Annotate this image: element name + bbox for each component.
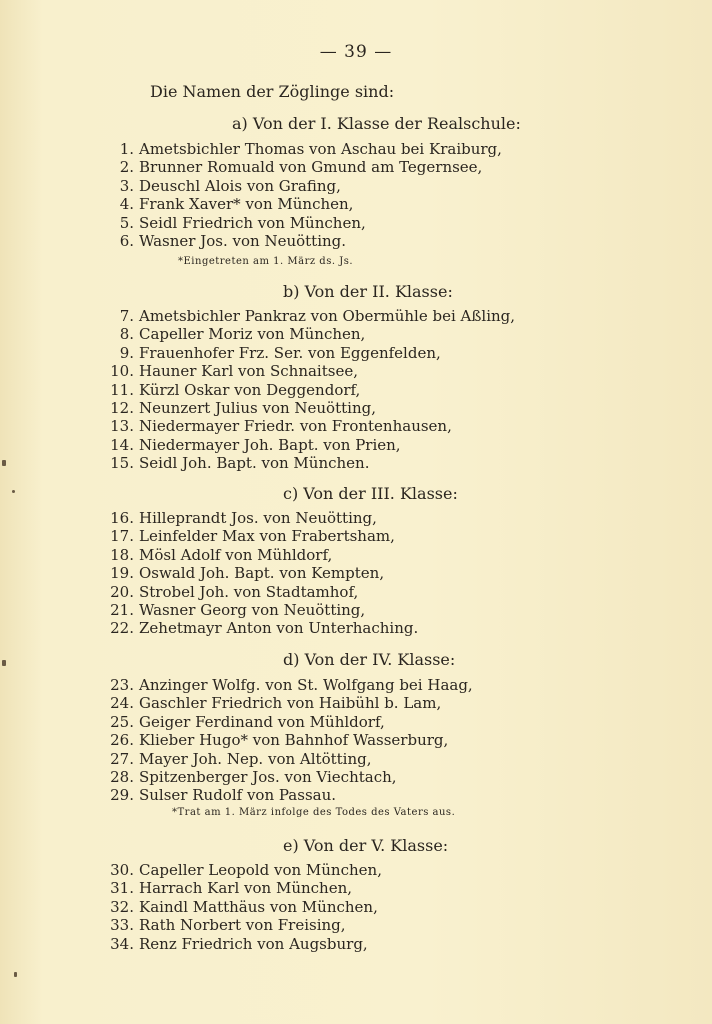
- entry-text: Niedermayer Friedr. von Frontenhausen,: [139, 417, 452, 436]
- entry-number: 5.: [119, 213, 134, 232]
- list-item: [102, 158, 502, 176]
- entry-number: 6.: [119, 231, 134, 250]
- list-item: [102, 232, 502, 250]
- entry-number: 16.: [110, 509, 134, 527]
- list-item: [102, 583, 418, 601]
- list-item: [102, 177, 502, 195]
- entry-text: Capeller Moriz von München,: [139, 325, 366, 344]
- entry-number: 14.: [110, 435, 134, 454]
- entry-number: 27.: [110, 749, 134, 768]
- entry-text: Renz Friedrich von Augsburg,: [139, 934, 368, 953]
- entry-number: 9.: [119, 343, 134, 362]
- entry-number: 3.: [119, 176, 134, 195]
- entry-number: 19.: [110, 564, 134, 583]
- entry-text: Oswald Joh. Bapt. von Kempten,: [139, 564, 385, 583]
- list-item: [102, 916, 382, 934]
- entry-text: Deuschl Alois von Grafing,: [139, 176, 341, 195]
- entry-text: Hilleprandt Jos. von Neuötting,: [139, 509, 377, 527]
- entry-number: 4.: [119, 195, 134, 214]
- list-item: [102, 344, 515, 362]
- list-item: [102, 768, 473, 786]
- entry-number: 1.: [119, 140, 134, 158]
- entry-text: Zehetmayr Anton von Unterhaching.: [139, 619, 419, 638]
- entry-number: 10.: [110, 362, 134, 381]
- entry-text: Neunzert Julius von Neuötting,: [139, 398, 376, 417]
- student-list-b: [102, 307, 515, 473]
- entry-number: 21.: [110, 600, 134, 619]
- entry-number: 28.: [110, 767, 134, 786]
- entry-number: 31.: [110, 879, 134, 898]
- list-item: [102, 325, 515, 343]
- entry-number: 22.: [110, 619, 134, 638]
- list-item: [102, 195, 502, 213]
- student-list-a: [102, 140, 502, 250]
- page-number: — 39 —: [319, 42, 393, 62]
- list-item: [102, 750, 473, 768]
- list-item: [102, 935, 382, 953]
- entry-number: 20.: [110, 582, 134, 601]
- entry-number: 25.: [110, 712, 134, 731]
- entry-text: Mösl Adolf von Mühldorf,: [139, 545, 333, 564]
- entry-text: Strobel Joh. von Stadtamhof,: [139, 582, 359, 601]
- entry-text: Rath Norbert von Freising,: [139, 916, 346, 935]
- entry-number: 30.: [110, 861, 134, 879]
- entry-text: Seidl Friedrich von München,: [139, 213, 366, 232]
- entry-text: Hauner Karl von Schnaitsee,: [139, 362, 358, 381]
- list-item: [102, 362, 515, 380]
- entry-text: Ametsbichler Pankraz von Obermühle bei Aßling,: [139, 307, 516, 325]
- list-item: [102, 676, 473, 694]
- entry-number: 17.: [110, 527, 134, 546]
- entry-text: Geiger Ferdinand von Mühldorf,: [139, 712, 385, 731]
- entry-text: Capeller Leopold von München,: [139, 861, 382, 879]
- list-item: [102, 786, 473, 804]
- entry-number: 15.: [110, 454, 134, 473]
- binding-mark: [14, 972, 17, 977]
- list-item: [102, 619, 418, 637]
- list-item: [102, 546, 418, 564]
- footnote-d: *Trat am 1. März infolge des Todes des Vaters aus.: [172, 807, 456, 818]
- list-item: [102, 436, 515, 454]
- binding-mark: [12, 490, 15, 493]
- list-item: [102, 898, 382, 916]
- list-item: [102, 381, 515, 399]
- list-item: [102, 713, 473, 731]
- section-heading-e: e) Von der V. Klasse:: [283, 836, 449, 855]
- intro-line: Die Namen der Zöglinge sind:: [150, 82, 395, 101]
- student-list-d: [102, 676, 473, 805]
- entry-number: 23.: [110, 676, 134, 694]
- list-item: [102, 454, 515, 472]
- entry-text: Klieber Hugo* von Bahnhof Wasserburg,: [139, 731, 449, 750]
- entry-text: Spitzenberger Jos. von Viechtach,: [139, 767, 397, 786]
- entry-text: Wasner Jos. von Neuötting.: [139, 231, 347, 250]
- entry-text: Gaschler Friedrich von Haibühl b. Lam,: [139, 694, 442, 713]
- entry-text: Niedermayer Joh. Bapt. von Prien,: [139, 435, 401, 454]
- entry-number: 24.: [110, 694, 134, 713]
- student-list-c: [102, 509, 418, 638]
- student-list-e: [102, 861, 382, 953]
- entry-number: 7.: [119, 307, 134, 325]
- entry-number: 13.: [110, 417, 134, 436]
- entry-text: Leinfelder Max von Frabertsham,: [139, 527, 395, 546]
- binding-mark: [2, 660, 6, 666]
- list-item: [102, 399, 515, 417]
- entry-number: 8.: [119, 325, 134, 344]
- list-item: [102, 140, 502, 158]
- section-heading-b: b) Von der II. Klasse:: [283, 282, 453, 301]
- entry-number: 33.: [110, 916, 134, 935]
- entry-text: Seidl Joh. Bapt. von München.: [139, 454, 370, 473]
- list-item: [102, 214, 502, 232]
- entry-text: Frauenhofer Frz. Ser. von Eggenfelden,: [139, 343, 441, 362]
- list-item: [102, 731, 473, 749]
- entry-text: Mayer Joh. Nep. von Altötting,: [139, 749, 372, 768]
- entry-text: Frank Xaver* von München,: [139, 195, 354, 214]
- list-item: [102, 601, 418, 619]
- list-item: [102, 509, 418, 527]
- entry-text: Sulser Rudolf von Passau.: [139, 786, 337, 805]
- binding-mark: [2, 460, 6, 466]
- entry-number: 11.: [110, 380, 134, 399]
- footnote-a: *Eingetreten am 1. März ds. Js.: [178, 256, 354, 267]
- list-item: [102, 527, 418, 545]
- list-item: [102, 861, 382, 879]
- entry-text: Kürzl Oskar von Deggendorf,: [139, 380, 361, 399]
- entry-number: 32.: [110, 897, 134, 916]
- entry-text: Brunner Romuald von Gmund am Tegernsee,: [139, 158, 483, 177]
- list-item: [102, 307, 515, 325]
- entry-number: 18.: [110, 545, 134, 564]
- entry-text: Wasner Georg von Neuötting,: [139, 600, 366, 619]
- entry-text: Harrach Karl von München,: [139, 879, 353, 898]
- entry-number: 2.: [119, 158, 134, 177]
- section-heading-d: d) Von der IV. Klasse:: [283, 650, 456, 669]
- entry-number: 34.: [110, 934, 134, 953]
- entry-text: Anzinger Wolfg. von St. Wolfgang bei Haag,: [139, 676, 473, 694]
- list-item: [102, 694, 473, 712]
- section-heading-c: c) Von der III. Klasse:: [283, 484, 458, 503]
- section-heading-a: a) Von der I. Klasse der Realschule:: [232, 114, 521, 133]
- list-item: [102, 417, 515, 435]
- list-item: [102, 564, 418, 582]
- entry-number: 29.: [110, 786, 134, 805]
- entry-text: Ametsbichler Thomas von Aschau bei Kraiburg,: [139, 140, 502, 158]
- entry-number: 12.: [110, 398, 134, 417]
- entry-number: 26.: [110, 731, 134, 750]
- entry-text: Kaindl Matthäus von München,: [139, 897, 378, 916]
- list-item: [102, 879, 382, 897]
